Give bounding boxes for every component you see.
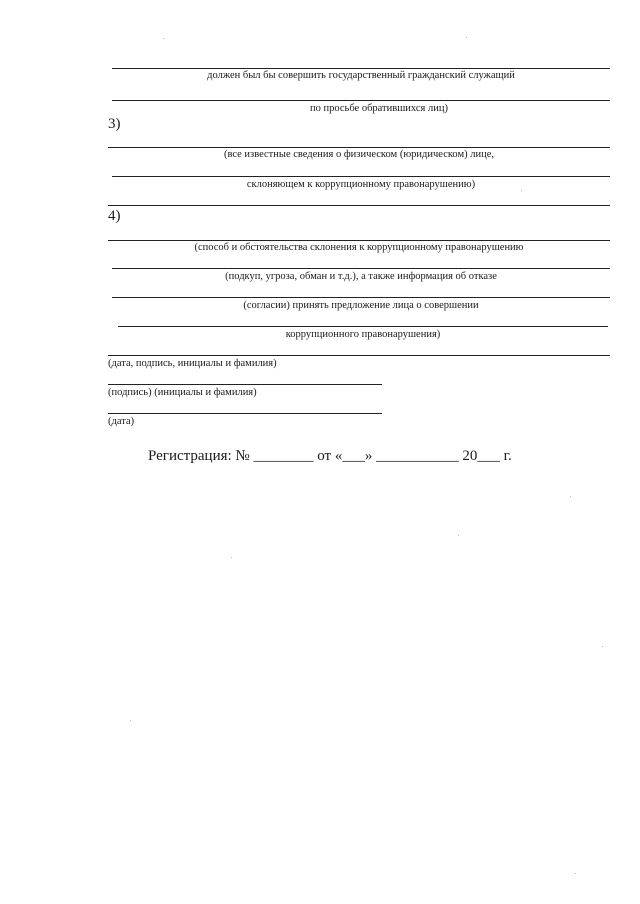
field-caption: по просьбе обратившихся лиц) [310, 103, 448, 114]
signature-name-caption: (подпись) (инициалы и фамилия) [108, 387, 257, 398]
field-caption: (согласии) принять предложение лица о совершении [243, 300, 479, 311]
registration-line: Регистрация: № ________ от «___» ___________ 20___ г. [148, 448, 512, 464]
scan-speck [575, 873, 576, 874]
scan-speck [163, 38, 164, 39]
scan-speck [458, 535, 459, 536]
date-line [108, 413, 382, 414]
signature-line [108, 384, 382, 385]
field-caption: коррупционного правонарушения) [285, 329, 441, 340]
field-caption: (способ и обстоятельства склонения к коррупционному правонарушению [194, 242, 524, 253]
field-caption: должен был бы совершить государственный гражданский служащий [207, 70, 515, 81]
blank-line [118, 326, 608, 327]
field-caption: (все известные сведения о физическом (юридическом) лице, [223, 149, 495, 160]
blank-line [112, 176, 610, 177]
blank-line [112, 100, 610, 101]
scan-speck [466, 37, 467, 38]
scan-speck [570, 496, 571, 497]
blank-line [108, 205, 610, 206]
blank-line [108, 355, 610, 356]
scan-speck [602, 646, 603, 647]
blank-line [112, 268, 610, 269]
scan-speck [521, 190, 522, 191]
date-caption: (дата) [108, 416, 135, 427]
blank-line [112, 68, 610, 69]
field-caption: склоняющем к коррупционному правонарушению) [246, 179, 476, 190]
scan-speck [231, 557, 232, 558]
blank-line [112, 297, 610, 298]
scan-speck [130, 720, 131, 721]
field-caption: (подкуп, угроза, обман и т.д.), а также информация об отказе [225, 271, 497, 282]
item-number-4: 4) [108, 208, 121, 224]
blank-line [108, 147, 610, 148]
item-number-3: 3) [108, 116, 121, 132]
date-signature-name-caption: (дата, подпись, инициалы и фамилия) [108, 358, 277, 369]
blank-line [108, 240, 610, 241]
